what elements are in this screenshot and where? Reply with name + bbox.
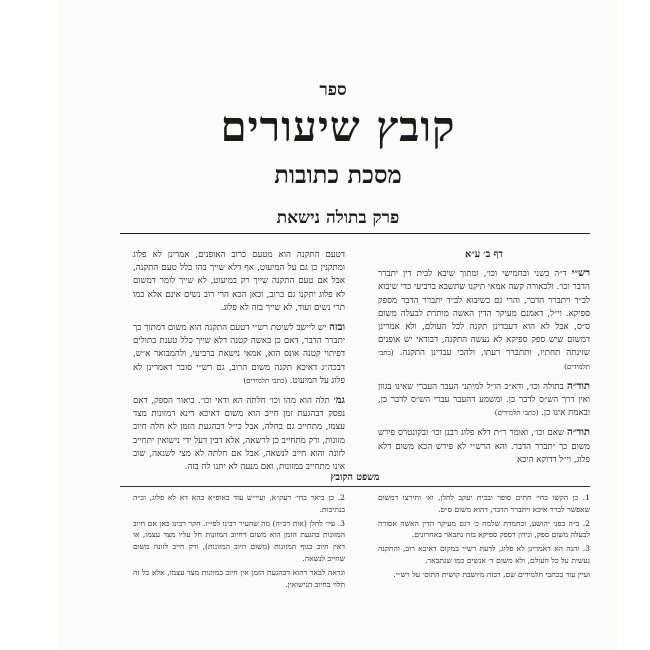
tractate-title: מסכת כתובות — [274, 160, 402, 189]
lemma: ובזה — [329, 322, 345, 334]
commentary-paragraph — [133, 248, 345, 315]
source-citation: (כתבי תלמידים) — [378, 349, 590, 371]
commentary-paragraph — [378, 426, 590, 467]
commentary-paragraph — [133, 394, 345, 474]
commentary-paragraph — [378, 267, 590, 374]
commentary-paragraph — [378, 380, 590, 421]
source-citation: (כתבי תלמידים) — [494, 409, 539, 418]
footnote: 2. כ״ה בפני יהושע, ובחמדת שלמה כ׳ דגם מעיקר הדין האשה אסורה לבעלה משום ספק, ונידון דספק ספיקא בזה נתבאר באחרונים. — [378, 518, 590, 540]
paragraph-text: שאם וכו׳, ואומר ר״ת דלא פלוג רבנן וכו׳ ובקונטרס פירש משום כך יתברר הדבר. והא הרש״י לא פירש הכא משום דלא פלוג, וי״ל דדוקא היכא — [378, 428, 590, 465]
notes-divider — [120, 486, 590, 487]
commentary-paragraph — [133, 321, 345, 388]
left-notes-column — [133, 492, 345, 592]
footnote: 3. עיי׳ להלן (אות רכ״ה) מה שהעיר רבינו לפי״ז. חקר רבינו כאן אם חיוב המזונות בהגעת הזמן הוא משום דחיוב המזונות חל עליו מצד עצמו, או דאין חיוב בגוף המזונות (משום חיוב המזונות), ורק חייב לזונה משום שחייב לנשאה. — [133, 518, 345, 563]
lemma: רש״י — [571, 268, 591, 280]
daf-reference: דף ב׳ ע״א — [465, 249, 503, 260]
footnote: 3. והנה הא דאמרינן לא פלוג, לדעת רש״י במקום דאיכא רוב, והתקנה נעשית על כל העולם, ולא משום ד׳ אנשים כמו שנתבאר. — [378, 544, 590, 565]
book-page — [58, 0, 618, 650]
paragraph-text: דטעם התקנה הוא מטעם כרוב האופנים, אמרינן לא פלוג ומתקנין כן גם על המיעוט, אף דלא שייך בהו כלל טעם התקנה, אבל אם טעם התקנה שייך רק במיעוט, לא שייך לומר דמשום לא פלוג יתקנו גם ברוב, וכאן הכא הרי רוב נשים אינם אלא כמו תרי נשים ועוד, לא שייך בזה לא פלוג. — [133, 250, 345, 313]
lemma: תוד״ה — [566, 380, 591, 392]
paragraph-text: ד״ה בשני ובחמישי וכו׳, ומתוך שיבא לבית דין יתברר הדבר וכו׳. ולכאורה קשה אמאי תיקנו שתשבא ברביעי כדי שיבוא לב״ד ויתברר הדבר, והרי גם כשיבוא לב״ד יתברר הדבר מספק ספיקא. וי״ל, דאמנם מעיקר הדין האשה מותרת לבעלה משום ס״ס, אבל לא הוא דעבדינן תקנה לכל העולם, ולא אמרינן דמשום שיש ספק ספיקא לא נעשה התקנה, דבודאי יש אופנים שזינתה תחתיו, ותתברר רעתו, ולהכי עבדינן התקנה. — [378, 269, 591, 359]
source-citation: (כתבי תלמידים) — [243, 376, 288, 385]
book-label: ספר — [319, 80, 347, 100]
paragraph-text: יש ליישב לשיטת רש״י דטעם התקנה הוא משום דמתוך כך יתברר הדבר, דאם כן באשה קטנה דלא שייך כלל טענת בתולים דפיתוי קטנה אונס הוא, אמאי נישאת ברביעי, ולהמבואר א״ש, דבכה״ג דאיכא תקנה משום הרוב, גם רש״י סובר דאמרינן לא פלוג על המיעוט. — [133, 323, 345, 386]
footnote: ועיין עוד בכתבי תלמידים שם, דבזה מיושבת קושית התוס׳ על רש״י. — [393, 569, 590, 579]
footnote: 2. כן ביאר בחי׳ רעק״א, ועיי״ש עוד באופ״א בהא דא לא פלוג, וכ״ה בנתיבות. — [133, 493, 345, 514]
footnote: 1. כן הקשו בחי׳ חתים סופר ובבית יעקב להלן, וא׳ ותירצו דמשום שאפשר לברר איכא ויתברר הדבר, דהוא משום ס״ס. — [378, 493, 590, 514]
chapter-divider — [120, 233, 590, 234]
right-text-column — [378, 248, 590, 473]
lemma: תוד״ה — [566, 427, 590, 439]
left-text-column — [133, 248, 345, 480]
chapter-title: פרק בתולה נישאת — [276, 208, 400, 228]
paragraph-text: בתולה וכו׳, ודא״כ הו״ל למיתני העבר העברי שאינו בגוון ואין דרך הש״ס לדבר כן. ומשמע דהעבר עברי הש״ס לדבר כן, ובאמת אינו כן. — [378, 381, 590, 419]
book-title: קובץ שיעורים — [220, 102, 456, 151]
notes-section-title: משפט הקובץ — [330, 472, 380, 483]
right-notes-column — [378, 492, 590, 583]
footnote: ונראה לבאר דהוא דבהגעת הזמן אין חיוב במזונות מצד עצמו, אלא כל זה תלוי בחיוב הנישואין. — [133, 567, 345, 589]
paragraph-text: תלה הוא מהו וכו׳ חלתה הא ודאי וכו׳. ביאור הספק, דאם נפסק דבהגעת זמן חייב הוא משום דאיכא דינא דמזונות מצד עצמו, מתחייב גם בחלה, אבל כי״ל דבהגעת הזמן לא חלה חיוב מזונות, ורק מתחייב כן לרשאה, אלא דבין דעל ידי נישואין יתחייב לזונה והוא חייב לנשאה, אבל אם חלתה לא מצי לשנאה, שוב אינו מתחייב במזונות, ואם מנעה לא יתנו לה בזה. — [133, 396, 345, 473]
lemma: גמ׳ — [333, 395, 345, 407]
